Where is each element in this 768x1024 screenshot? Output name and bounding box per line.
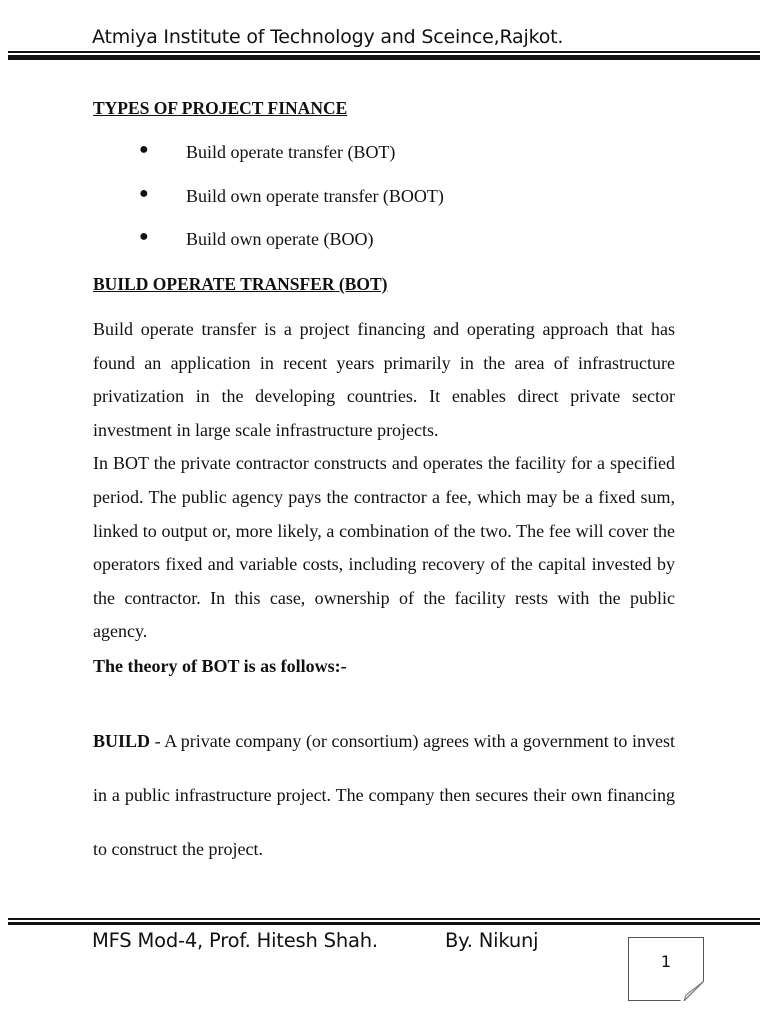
bullet-icon: ● <box>139 141 149 158</box>
page-number-box <box>628 937 704 1001</box>
build-term: BUILD <box>93 731 151 751</box>
build-paragraph <box>93 714 675 876</box>
list-item-text: Build operate transfer (BOT) <box>186 142 396 162</box>
header-rule-thick <box>8 55 760 60</box>
bullet-icon: ● <box>139 228 149 245</box>
list-item <box>0 186 768 210</box>
bullet-icon: ● <box>139 185 149 202</box>
list-item-text: Build own operate transfer (BOOT) <box>186 186 444 206</box>
section-heading-bot: BUILD OPERATE TRANSFER (BOT) <box>93 274 388 294</box>
section-heading-types: TYPES OF PROJECT FINANCE <box>93 98 348 118</box>
list-item <box>0 142 768 166</box>
footer-rule-thick <box>8 922 760 925</box>
footer-author: By. Nikunj <box>445 929 539 952</box>
theory-heading: The theory of BOT is as follows:- <box>93 656 347 676</box>
footer-course: MFS Mod-4, Prof. Hitesh Shah. <box>92 929 378 952</box>
footer-rule-thin <box>8 918 760 920</box>
bot-paragraph-2: In BOT the private contractor constructs and operates the facility for a specified period. The public agency pays the contractor a fee, which may be a fixed sum, linked to output or, more likely, a combination of the two. The fee will cover the operators fixed and variable costs, including recovery of the capital invested by the contractor. In this case, ownership of the facility rests with the public agency. <box>93 453 675 642</box>
header-rule-thin <box>8 51 760 53</box>
bot-paragraph-1: Build operate transfer is a project financing and operating approach that has found an application in recent years primarily in the area of infrastructure privatization in the developing countries. It enables direct private sector investment in large scale infrastructure projects. <box>93 319 675 440</box>
list-item <box>0 229 768 253</box>
list-item-text: Build own operate (BOO) <box>186 229 374 249</box>
header-title: Atmiya Institute of Technology and Sceince,Rajkot. <box>92 26 564 48</box>
bot-body <box>93 313 675 649</box>
page-curl-icon <box>680 981 704 1001</box>
page-number: 1 <box>660 952 672 971</box>
build-text: - A private company (or consortium) agrees with a government to invest in a public infrastructure project. The company then secures their own financing to construct the project. <box>93 731 675 859</box>
